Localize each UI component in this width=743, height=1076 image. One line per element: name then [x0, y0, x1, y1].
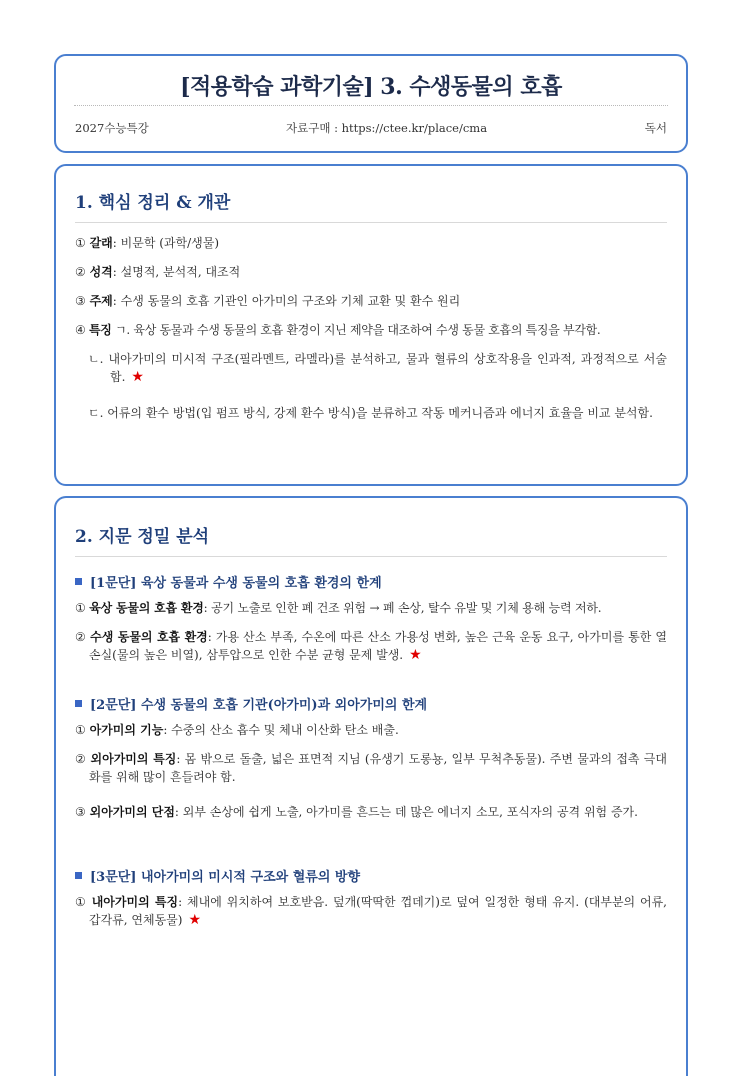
square-bullet-icon — [75, 578, 82, 585]
section1-divider — [75, 222, 667, 223]
para3-item-internal-feature: ① 내아가미의 특징: 체내에 위치하여 보호받음. 덮개(딱딱한 껍데기)로 덮여 일정한 형태 유지. (대부분의 어류, 갑각류, 연체동물) ★ — [75, 895, 667, 928]
star-icon: ★ — [409, 647, 422, 663]
para2-item-external-feature: ② 외아가미의 특징: 몸 밖으로 돌출, 넓은 표면적 지님 (유생기 도롱뇽, 일부 무척추동물). 주변 물과의 접촉 극대화를 위해 많이 흔들려야 함. — [75, 752, 667, 784]
section2-title: 2. 지문 정밀 분석 — [75, 527, 210, 547]
header-purchase-link[interactable]: 자료구매 : https://ctee.kr/place/cma — [286, 121, 488, 135]
para1-item-water: ② 수생 동물의 호흡 환경: 가용 산소 부족, 수온에 따른 산소 가용성 변화, 높은 근육 운동 요구, 아가미를 통한 열 손실(물의 높은 비열), 삼투압으로 인한 수분 균형 문제 발생. ★ — [75, 630, 667, 663]
section2-divider — [75, 556, 667, 557]
para2-item-function: ① 아가미의 기능: 수중의 산소 흡수 및 체내 이산화 탄소 배출. — [75, 723, 399, 737]
para1-item-land: ① 육상 동물의 호흡 환경: 공기 노출로 인한 폐 건조 위험 → 폐 손상, 탈수 유발 및 기체 용해 능력 저하. — [75, 601, 602, 615]
section-analysis-card — [54, 496, 688, 1076]
paragraph3-heading: [3문단] 내아가미의 미시적 구조와 혈류의 방향 — [75, 866, 667, 885]
section-summary-card — [54, 164, 688, 486]
summary-item-theme: ③ 주제: 수생 동물의 호흡 기관인 아가미의 구조와 기체 교환 및 환수 원리 — [75, 294, 461, 308]
paragraph1-heading: [1문단] 육상 동물과 수생 동물의 호흡 환경의 한계 — [75, 572, 667, 591]
square-bullet-icon — [75, 700, 82, 707]
document-title: [적용학습 과학기술] 3. 수생동물의 호흡 — [180, 74, 562, 100]
header-divider — [74, 105, 668, 106]
feature-item-b: ㄴ. 내아가미의 미시적 구조(필라멘트, 라멜라)를 분석하고, 물과 혈류의 상호작용을 인과적, 과정적으로 서술함. ★ — [88, 352, 667, 385]
paragraph2-heading: [2문단] 수생 동물의 호흡 기관(아가미)과 외아가미의 한계 — [75, 694, 667, 713]
star-icon: ★ — [131, 369, 144, 385]
header-course: 2027수능특강 — [75, 121, 149, 135]
feature-item-c: ㄷ. 어류의 환수 방법(입 펌프 방식, 강제 환수 방식)을 분류하고 작동 메커니즘과 에너지 효율을 비교 분석함. — [88, 406, 653, 420]
summary-item-genre: ① 갈래: 비문학 (과학/생물) — [75, 236, 220, 250]
summary-item-features: ④ 특징 ㄱ. 육상 동물과 수생 동물의 호흡 환경이 지닌 제약을 대조하여 수생 동물 호흡의 특징을 부각함. — [75, 323, 601, 337]
summary-item-character: ② 성격: 설명적, 분석적, 대조적 — [75, 265, 241, 279]
section1-title: 1. 핵심 정리 & 개관 — [75, 193, 231, 213]
header-category: 독서 — [644, 121, 667, 135]
para2-item-external-weakness: ③ 외아가미의 단점: 외부 손상에 쉽게 노출, 아가미를 흔드는 데 많은 에너지 소모, 포식자의 공격 위험 증가. — [75, 805, 638, 819]
square-bullet-icon — [75, 872, 82, 879]
star-icon: ★ — [188, 912, 202, 928]
header-card — [54, 54, 688, 153]
